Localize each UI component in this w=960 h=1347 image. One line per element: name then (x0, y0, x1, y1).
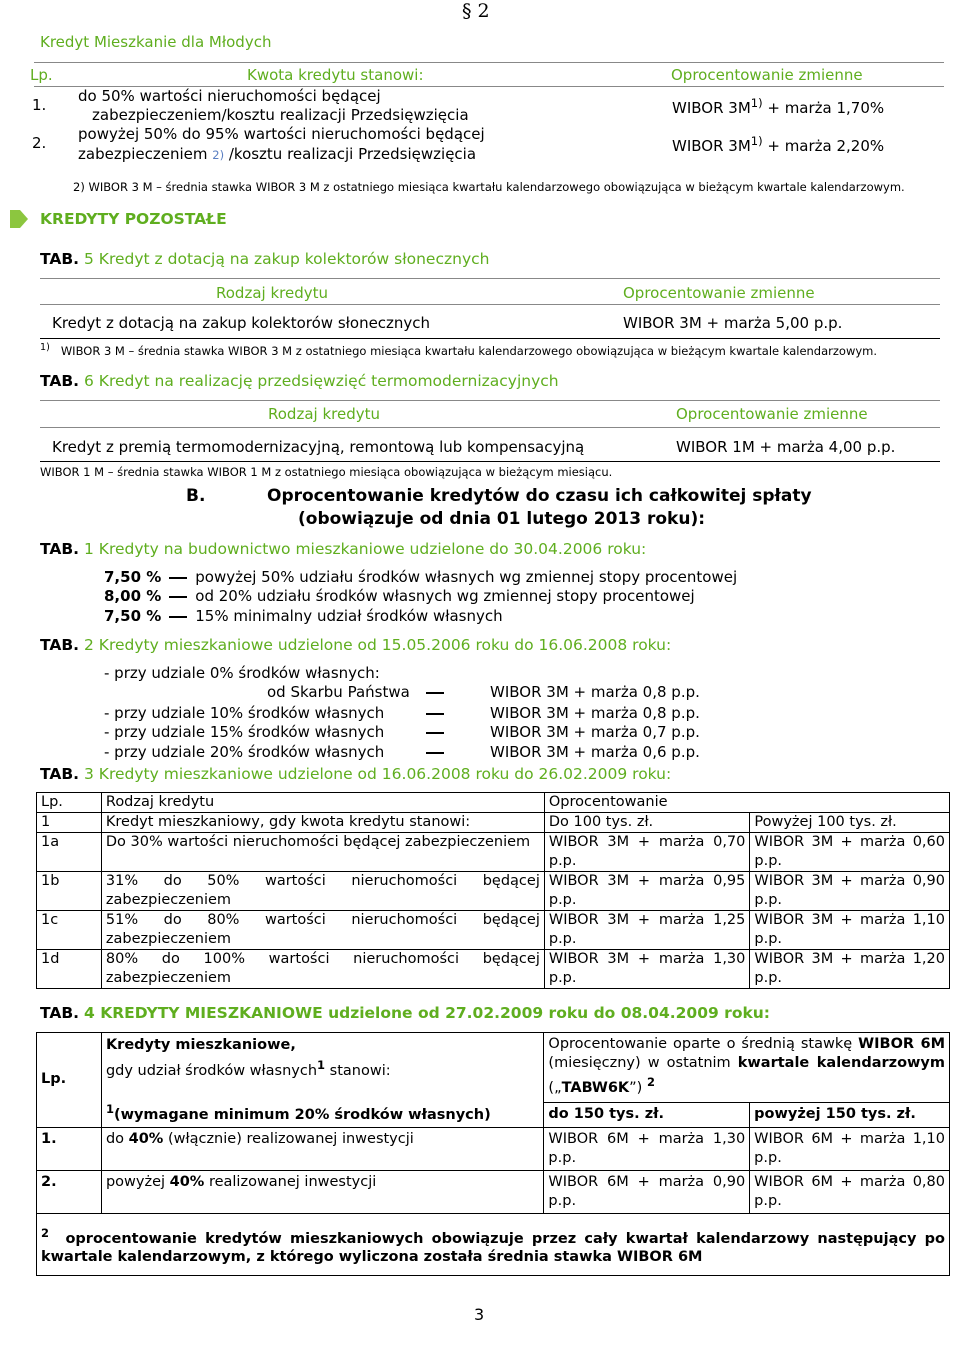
tab4-head-opr: Oprocentowanie oparte o średnią stawkę WIBOR 6M (miesięczny) w ostatnim kwartale kalendarzowym („TABW6K”) $^2$ (544, 1033, 950, 1103)
tab3-cell: WIBOR 3M + marża 0,95 p.p. (544, 872, 750, 911)
tab6-top-rule (40, 400, 940, 401)
tab3-cell: 1c (37, 911, 102, 950)
mdm-row2-lp: 2. (32, 134, 47, 152)
tab3-cell: WIBOR 3M + marża 1,20 p.p. (750, 950, 950, 989)
tab2-item-2-rate: WIBOR 3M + marża 0,7 p.p. (490, 723, 700, 741)
section-b-line1: Oprocentowanie kredytów do czasu ich całkowitej spłaty (267, 486, 812, 506)
tab4-cell: powyżej 40% realizowanej inwestycji (101, 1170, 543, 1213)
mdm-row1-line1: do 50% wartości nieruchomości będącej (78, 87, 381, 105)
table-row (37, 950, 950, 989)
mdm-row1-lp: 1. (32, 96, 47, 114)
tab6-row-type: Kredyt z premią termomodernizacyjną, remontową lub kompensacyjną (52, 438, 585, 456)
tab3-cell: WIBOR 3M + marża 1,10 p.p. (750, 911, 950, 950)
mdm-row2-rate: WIBOR $3M^{1)}$ + marża 2,20% (672, 134, 885, 155)
table-row (37, 872, 950, 911)
tab4-footnote: $^2$ oprocentowanie kredytów mieszkaniowych obowiązuje przez cały kwartał kalendarzowy następujący po kwartale kalendarzowym, z którego wyliczona została średnia stawka WIBOR 6M (37, 1213, 950, 1276)
section-b-letter: B. (186, 486, 206, 506)
table-top-rule (34, 62, 944, 63)
mdm-row2-line1: powyżej 50% do 95% wartości nieruchomości będącej (78, 125, 485, 143)
tab5-row-type: Kredyt z dotacją na zakup kolektorów słonecznych (52, 314, 431, 332)
tab5-footnote: $^{1)}$ WIBOR 3 M – średnia stawka WIBOR 3 M z ostatniego miesiąca kwartału kalendarzowego obowiązująca w bieżącym kwartale kalendarzowym. (40, 342, 878, 358)
tab2-item-1: - przy udziale 10% środków własnych (104, 704, 385, 722)
tab3-head-lp: Lp. (37, 793, 102, 813)
tab4-cell: WIBOR 6M + marża 1,10 p.p. (750, 1127, 950, 1170)
tab4-table (36, 1032, 950, 1276)
brand-title: Kredyt Mieszkanie dla Młodych (40, 33, 272, 51)
tab4-cell: WIBOR 6M + marża 1,30 p.p. (544, 1127, 750, 1170)
tab4-cell: WIBOR 6M + marża 0,80 p.p. (750, 1170, 950, 1213)
tab3-cell: Do 100 tys. zł. (544, 813, 750, 833)
tab1-title: TAB. 1 Kredyty na budownictwo mieszkaniowe udzielone do 30.04.2006 roku: (40, 540, 647, 558)
tab5-title: TAB. 5 Kredyt z dotacją na zakup kolektorów słonecznych (40, 250, 490, 268)
tab4-cell: 1. (37, 1127, 102, 1170)
tab6-bottom-rule (40, 461, 940, 462)
mdm-row2-line2: zabezpieczeniem 2) /kosztu realizacji Przedsięwzięcia (78, 145, 477, 163)
tab2-item-3-rate: WIBOR 3M + marża 0,6 p.p. (490, 743, 700, 761)
section-arrow-icon (8, 208, 30, 234)
tab5-mid-rule (40, 304, 940, 305)
tab3-cell: WIBOR 3M + marża 1,25 p.p. (544, 911, 750, 950)
tab3-cell: WIBOR 3M + marża 0,60 p.p. (750, 833, 950, 872)
page-mark-number: 2 (477, 0, 490, 22)
tab3-cell: WIBOR 3M + marża 0,90 p.p. (750, 872, 950, 911)
tab6-col-opr: Oprocentowanie zmienne (676, 405, 868, 423)
tab3-cell: WIBOR 3M + marża 1,30 p.p. (544, 950, 750, 989)
table-row (37, 1127, 950, 1170)
tab6-title: TAB. 6 Kredyt na realizację przedsięwzięć termomodernizacyjnych (40, 372, 559, 390)
tab2-intro: - przy udziale 0% środków własnych: (104, 664, 380, 682)
tab2-dash-0 (426, 683, 444, 701)
tab3-cell: Powyżej 100 tys. zł. (750, 813, 950, 833)
tab3-cell: Do 30% wartości nieruchomości będącej zabezpieczeniem (101, 833, 544, 872)
mdm-footnote: 2) WIBOR 3 M – średnia stawka WIBOR 3 M z ostatniego miesiąca kwartału kalendarzowego obowiązująca w bieżącym kwartale kalendarzowym. (73, 180, 905, 194)
tab3-head-type: Rodzaj kredytu (101, 793, 544, 813)
tab6-row-rate: WIBOR 1M + marża 4,00 p.p. (676, 438, 896, 456)
tab4-head-lp: Lp. (37, 1033, 102, 1128)
tab4-title: TAB. 4 KREDYTY MIESZKANIOWE udzielone od 27.02.2009 roku do 08.04.2009 roku: (40, 1004, 771, 1022)
table-row (37, 1033, 950, 1103)
tab3-cell: 1a (37, 833, 102, 872)
table-row (37, 813, 950, 833)
section-kredyty-pozostale: KREDYTY POZOSTAŁE (40, 210, 227, 228)
tab4-cell: 2. (37, 1170, 102, 1213)
tab4-cell: WIBOR 6M + marża 0,90 p.p. (544, 1170, 750, 1213)
mdm-row1-line2: zabezpieczeniem/kosztu realizacji Przedsięwzięcia (92, 106, 469, 124)
tab1-item-2: 8,00 % od 20% udziału środków własnych wg zmiennej stopy procentowej (104, 587, 695, 605)
tab5-bottom-rule (40, 338, 940, 339)
tab2-dash-1 (426, 704, 444, 722)
col-kwota: Kwota kredytu stanowi: (247, 66, 424, 84)
tab2-dash-2 (426, 723, 444, 741)
tab3-cell: 51% do 80% wartości nieruchomości będącej zabezpieczeniem (101, 911, 544, 950)
tab3-cell: 1 (37, 813, 102, 833)
tab4-head-col1: do 150 tys. zł. (544, 1102, 750, 1127)
tab2-item-3: - przy udziale 20% środków własnych (104, 743, 385, 761)
tab5-row-rate: WIBOR 3M + marża 5,00 p.p. (623, 314, 843, 332)
tab2-title: TAB. 2 Kredyty mieszkaniowe udzielone od 15.05.2006 roku do 16.06.2008 roku: (40, 636, 672, 654)
tab3-head-opr: Oprocentowanie (544, 793, 949, 813)
tab5-col-opr: Oprocentowanie zmienne (623, 284, 815, 302)
mdm-row1-rate: WIBOR $3M^{1)}$ + marża 1,70% (672, 96, 885, 117)
tab3-cell: 1d (37, 950, 102, 989)
tab2-sub-rate: WIBOR 3M + marża 0,8 p.p. (490, 683, 700, 701)
tab5-col-type: Rodzaj kredytu (216, 284, 328, 302)
tab4-cell: do 40% (włącznie) realizowanej inwestycji (101, 1127, 543, 1170)
tab1-item-1: 7,50 % powyżej 50% udziału środków własnych wg zmiennej stopy procentowej (104, 568, 738, 586)
section-b-line2: (obowiązuje od dnia 01 lutego 2013 roku): (298, 509, 706, 529)
tab2-item-2: - przy udziale 15% środków własnych (104, 723, 385, 741)
col-lp: Lp. (30, 66, 53, 84)
tab2-dash-3 (426, 743, 444, 761)
tab3-cell: 1b (37, 872, 102, 911)
tab2-item-1-rate: WIBOR 3M + marża 0,8 p.p. (490, 704, 700, 722)
paragraph-mark: § 2 (462, 0, 490, 22)
tab3-cell: 31% do 50% wartości nieruchomości będącej zabezpieczeniem (101, 872, 544, 911)
tab4-head-type: Kredyty mieszkaniowe, gdy udział środków własnych$^1$ stanowi: $^1$(wymagane minimum 20% środków własnych) (101, 1033, 543, 1128)
tab5-top-rule (40, 278, 940, 279)
col-oprocentowanie: Oprocentowanie zmienne (671, 66, 863, 84)
table-row (37, 1213, 950, 1276)
tab3-cell: WIBOR 3M + marża 0,70 p.p. (544, 833, 750, 872)
tab4-head-col2: powyżej 150 tys. zł. (750, 1102, 950, 1127)
table-row (37, 793, 950, 813)
tab3-cell: 80% do 100% wartości nieruchomości będącej zabezpieczeniem (101, 950, 544, 989)
tab3-title: TAB. 3 Kredyty mieszkaniowe udzielone od 16.06.2008 roku do 26.02.2009 roku: (40, 765, 672, 783)
tab6-footnote: WIBOR 1 M – średnia stawka WIBOR 1 M z ostatniego miesiąca obowiązująca w bieżącym miesiącu. (40, 465, 613, 479)
page-number: 3 (474, 1305, 485, 1324)
table-row (37, 1170, 950, 1213)
table-row (37, 911, 950, 950)
tab2-sub: od Skarbu Państwa (267, 683, 410, 701)
tab6-col-type: Rodzaj kredytu (268, 405, 380, 423)
tab3-cell: Kredyt mieszkaniowy, gdy kwota kredytu stanowi: (101, 813, 544, 833)
table-row (37, 833, 950, 872)
tab1-item-3: 7,50 % 15% minimalny udział środków własnych (104, 607, 503, 625)
tab6-mid-rule (40, 427, 940, 428)
tab3-table (36, 792, 950, 989)
